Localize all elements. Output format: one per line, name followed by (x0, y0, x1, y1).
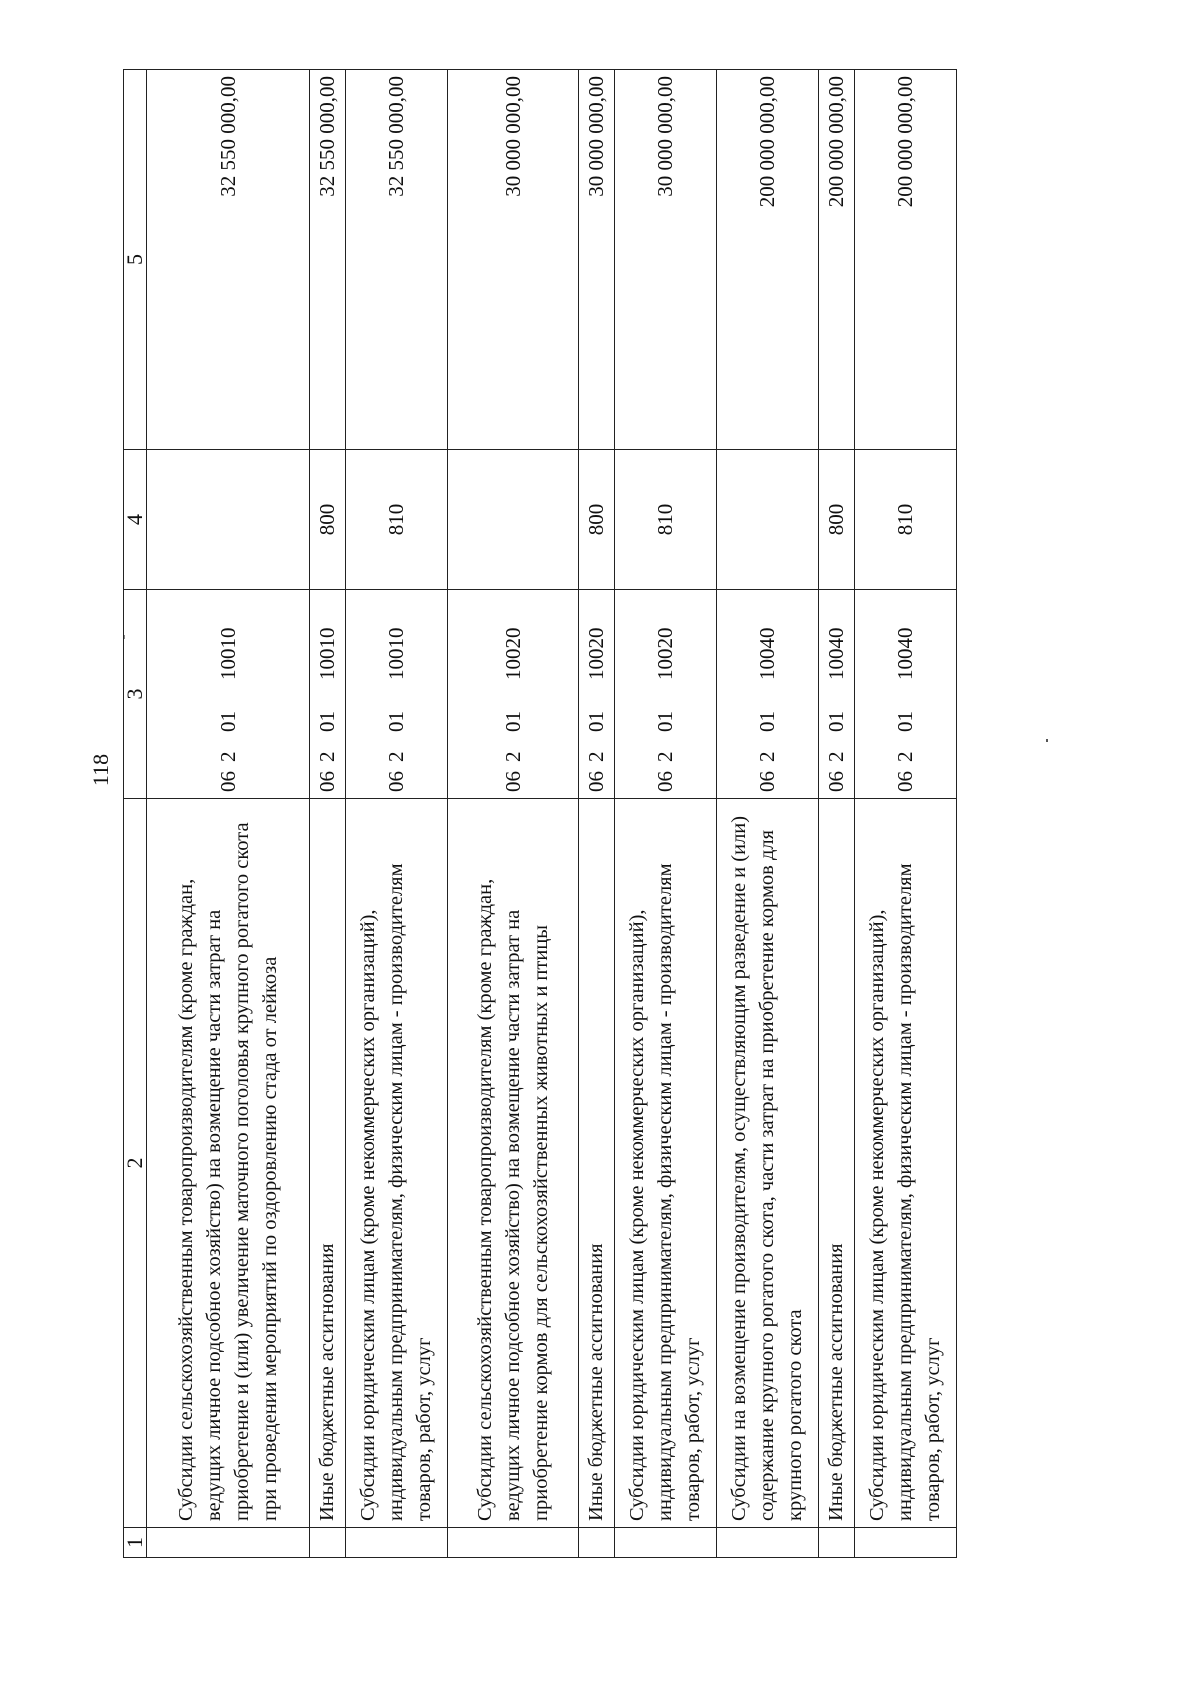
code-subprogram: 01 (823, 711, 848, 732)
row-number-cell (345, 1528, 447, 1558)
table-row (345, 70, 447, 1558)
code-program: 2 (383, 751, 408, 762)
item-description: Субсидии сельскохозяйственным товаропроизводителям (кроме граждан, ведущих личное подсобное хозяйство) на возмещение части затрат на приобретение кормов для сельскохозяйственных животных и птицы (448, 799, 579, 1528)
expense-type: 810 (614, 450, 716, 590)
code-direction: 10020 (583, 627, 608, 680)
code-program: 2 (652, 751, 677, 762)
column-header: 5 (124, 70, 147, 450)
code-direction: 10010 (383, 627, 408, 680)
item-description: Субсидии сельскохозяйственным товаропроизводителям (кроме граждан, ведущих личное подсобное хозяйство) на возмещение части затрат на приобретение и (или) увеличение маточного поголовья крупного рогатого скота при проведении мероприятий по оздоровлению стада от лейкоза (147, 799, 310, 1528)
code-program: 2 (583, 751, 608, 762)
page-number: 118 (88, 753, 113, 787)
code-subprogram: 01 (583, 711, 608, 732)
classification-code (448, 590, 579, 799)
budget-table-container (123, 70, 957, 1558)
amount: 32 550 000,00 (345, 70, 447, 450)
code-subprogram: 01 (892, 711, 917, 732)
code-section: 06 (652, 771, 677, 792)
table-row (716, 70, 818, 1558)
code-direction: 10040 (755, 627, 780, 680)
table-header-row (124, 70, 147, 1558)
code-section: 06 (500, 771, 525, 792)
amount: 30 000 000,00 (448, 70, 579, 450)
table-row (147, 70, 310, 1558)
item-description: Субсидии юридическим лицам (кроме некоммерческих организаций), индивидуальным предпринимателям, физическим лицам - производителям товаров, работ, услуг (614, 799, 716, 1528)
table-row (448, 70, 579, 1558)
classification-code (854, 590, 956, 799)
code-subprogram: 01 (383, 711, 408, 732)
expense-type: 800 (310, 450, 346, 590)
code-program: 2 (315, 751, 340, 762)
column-header: 1 (124, 1528, 147, 1558)
code-subprogram: 01 (315, 711, 340, 732)
amount: 30 000 000,00 (614, 70, 716, 450)
code-direction: 10010 (215, 627, 240, 680)
row-number-cell (854, 1528, 956, 1558)
code-subprogram: 01 (215, 711, 240, 732)
code-direction: 10020 (652, 627, 677, 680)
row-number-cell (579, 1528, 615, 1558)
code-program: 2 (892, 751, 917, 762)
column-header: 3 (124, 590, 147, 799)
table-row (310, 70, 346, 1558)
row-number-cell (310, 1528, 346, 1558)
item-description: Субсидии юридическим лицам (кроме некоммерческих организаций), индивидуальным предпринимателям, физическим лицам - производителям товаров, работ, услуг (854, 799, 956, 1528)
code-direction: 10010 (315, 627, 340, 680)
row-number-cell (614, 1528, 716, 1558)
item-description: Иные бюджетные ассигнования (579, 799, 615, 1528)
expense-type: 800 (819, 450, 855, 590)
code-section: 06 (823, 771, 848, 792)
amount: 200 000 000,00 (716, 70, 818, 450)
expense-type (716, 450, 818, 590)
table-row (614, 70, 716, 1558)
amount: 32 550 000,00 (147, 70, 310, 450)
code-program: 2 (500, 751, 525, 762)
classification-code (819, 590, 855, 799)
code-subprogram: 01 (755, 711, 780, 732)
item-description: Иные бюджетные ассигнования (819, 799, 855, 1528)
code-section: 06 (215, 771, 240, 792)
column-header: 4 (124, 450, 147, 590)
code-direction: 10040 (823, 627, 848, 680)
amount: 200 000 000,00 (854, 70, 956, 450)
row-number-cell (819, 1528, 855, 1558)
expense-type (448, 450, 579, 590)
code-section: 06 (583, 771, 608, 792)
code-program: 2 (823, 751, 848, 762)
code-subprogram: 01 (652, 711, 677, 732)
row-number-cell (147, 1528, 310, 1558)
expense-type: 810 (854, 450, 956, 590)
expense-type (147, 450, 310, 590)
classification-code (310, 590, 346, 799)
item-description: Субсидии на возмещение производителям, осуществляющим разведение и (или) содержание крупного рогатого скота, части затрат на приобретение кормов для крупного рогатого скота (716, 799, 818, 1528)
budget-table (123, 69, 957, 1558)
expense-type: 800 (579, 450, 615, 590)
code-section: 06 (383, 771, 408, 792)
code-subprogram: 01 (500, 711, 525, 732)
classification-code (147, 590, 310, 799)
code-program: 2 (755, 751, 780, 762)
expense-type: 810 (345, 450, 447, 590)
column-header: 2 (124, 799, 147, 1528)
row-number-cell (716, 1528, 818, 1558)
classification-code (716, 590, 818, 799)
code-section: 06 (315, 771, 340, 792)
item-description: Иные бюджетные ассигнования (310, 799, 346, 1528)
code-section: 06 (755, 771, 780, 792)
amount: 30 000 000,00 (579, 70, 615, 450)
row-number-cell (448, 1528, 579, 1558)
item-description: Субсидии юридическим лицам (кроме некоммерческих организаций), индивидуальным предпринимателям, физическим лицам - производителям товаров, работ, услуг (345, 799, 447, 1528)
table-row (854, 70, 956, 1558)
table-row (579, 70, 615, 1558)
scan-speck (1046, 739, 1048, 742)
code-section: 06 (892, 771, 917, 792)
code-direction: 10020 (500, 627, 525, 680)
code-program: 2 (215, 751, 240, 762)
classification-code (345, 590, 447, 799)
classification-code (614, 590, 716, 799)
amount: 32 550 000,00 (310, 70, 346, 450)
amount: 200 000 000,00 (819, 70, 855, 450)
classification-code (579, 590, 615, 799)
code-direction: 10040 (892, 627, 917, 680)
table-row (819, 70, 855, 1558)
